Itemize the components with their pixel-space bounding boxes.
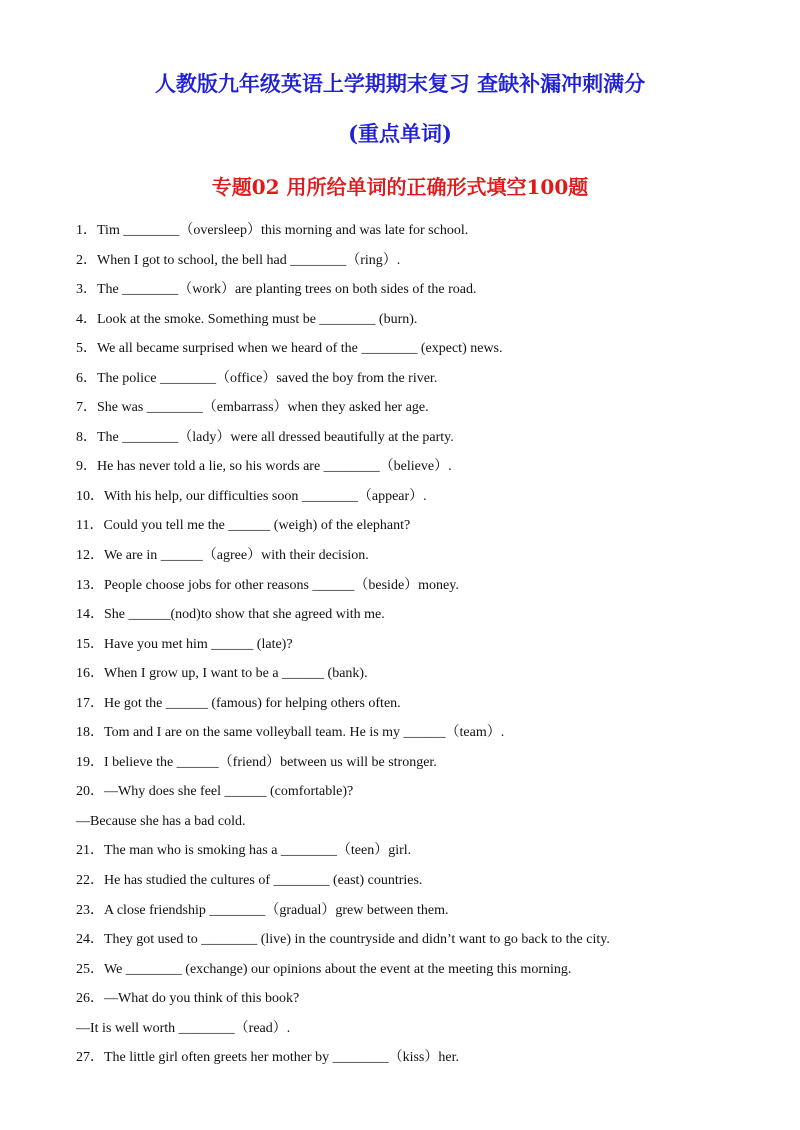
question-item: 8．The ________（lady）were all dressed beautifully at the party. [76, 429, 454, 445]
document-title: 人教版九年级英语上学期期末复习 查缺补漏冲刺满分 [154, 71, 646, 96]
question-item: 4．Look at the smoke. Something must be ________ (burn). [76, 311, 418, 327]
question-item: 18．Tom and I are on the same volleyball team. He is my ______（team）. [76, 725, 505, 741]
question-item: 23．A close friendship ________（gradual）grew between them. [76, 902, 449, 918]
document-title-tag: (重点单词) [348, 121, 452, 146]
question-item: 27．The little girl often greets her mother by ________（kiss）her. [76, 1050, 459, 1066]
question-item: 21．The man who is smoking has a ________（teen）girl. [76, 843, 412, 859]
question-answer-line: —Because she has a bad cold. [76, 813, 246, 829]
question-item: 16．When I grow up, I want to be a ______ (bank). [76, 666, 368, 682]
question-item: 20．—Why does she feel ______ (comfortable)? [76, 784, 354, 800]
question-item: 1．Tim ________（oversleep）this morning and was late for school. [76, 223, 469, 238]
question-item: 5．We all became surprised when we heard of the ________ (expect) news. [76, 341, 503, 357]
question-item: 12．We are in ______（agree）with their decision. [76, 548, 369, 564]
topic-subtitle: 专题02 用所给单词的正确形式填空100题 [211, 175, 589, 199]
question-item: 2．When I got to school, the bell had ________（ring）. [76, 252, 401, 268]
question-item: 11．Could you tell me the ______ (weigh) of the elephant? [76, 518, 411, 534]
question-item: 26．—What do you think of this book? [76, 991, 300, 1007]
question-list [76, 220, 766, 1077]
question-item: 17．He got the ______ (famous) for helping others often. [76, 695, 401, 711]
question-item: 9．He has never told a lie, so his words are ________（believe）. [76, 459, 452, 475]
question-answer-line: —It is well worth ________（read）. [76, 1020, 291, 1036]
question-item: 22．He has studied the cultures of ________ (east) countries. [76, 873, 423, 889]
question-item: 15．Have you met him ______ (late)? [76, 636, 293, 652]
question-item: 6．The police ________（office）saved the boy from the river. [76, 370, 438, 386]
question-item: 24．They got used to ________ (live) in the countryside and didn’t want to go back to the city. [76, 932, 610, 948]
question-item: 7．She was ________（embarrass）when they asked her age. [76, 400, 429, 416]
question-item: 13．People choose jobs for other reasons ______（beside）money. [76, 577, 459, 593]
question-item: 10．With his help, our difficulties soon ________（appear）. [76, 488, 427, 504]
question-item: 3．The ________（work）are planting trees on both sides of the road. [76, 282, 477, 298]
question-item: 19．I believe the ______（friend）between us will be stronger. [76, 754, 437, 770]
question-item: 14．She ______(nod)to show that she agreed with me. [76, 607, 385, 623]
question-item: 25．We ________ (exchange) our opinions about the event at the meeting this morning. [76, 961, 572, 977]
